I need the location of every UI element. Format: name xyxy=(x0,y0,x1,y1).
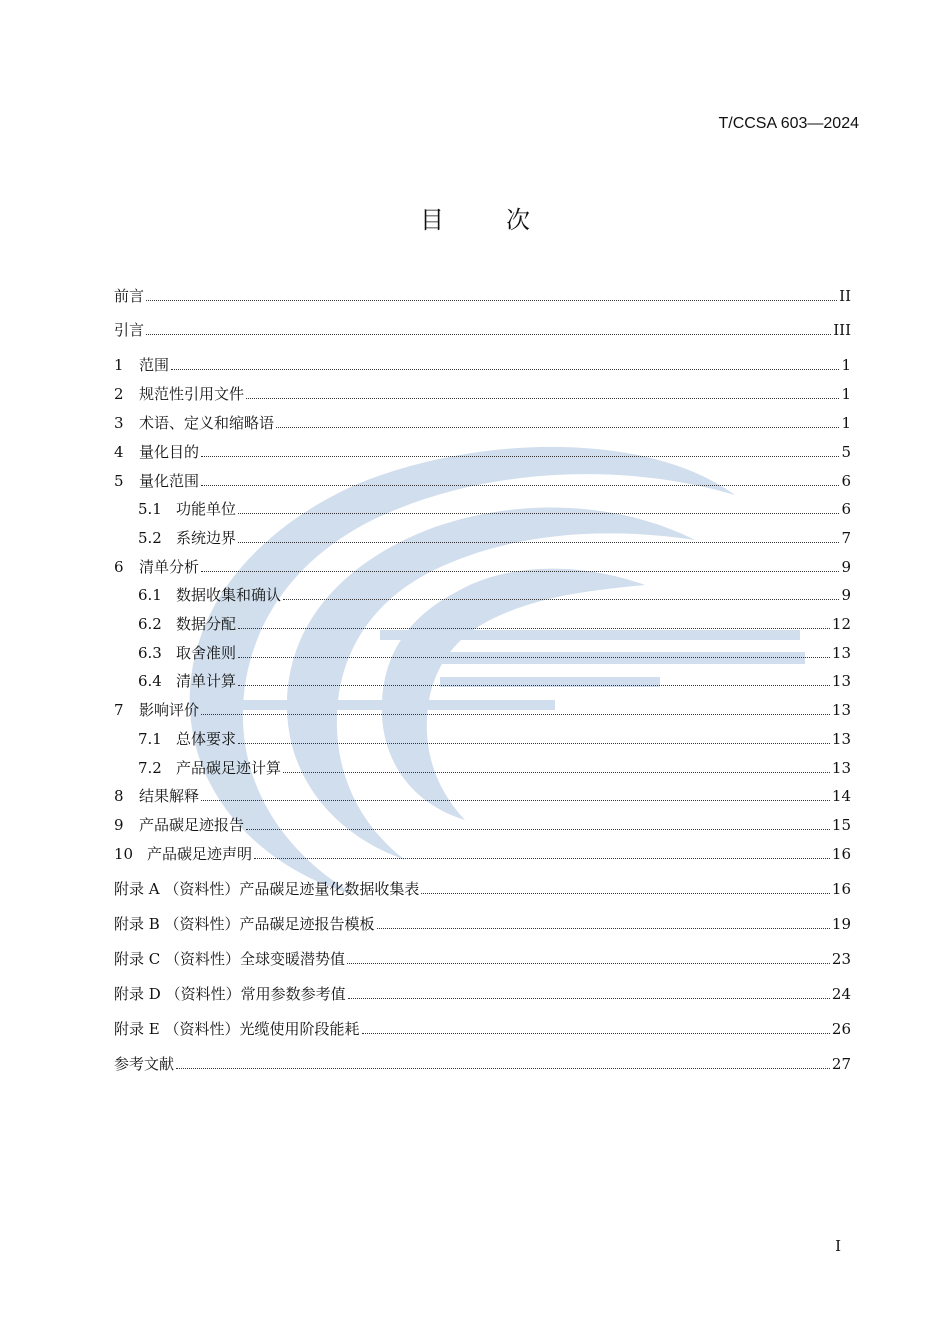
toc-entry[interactable] xyxy=(114,756,851,778)
toc-entry-page: 23 xyxy=(831,950,851,968)
toc-entry[interactable] xyxy=(114,411,851,433)
toc-entry-label: 产品碳足迹计算 xyxy=(176,759,282,777)
toc-entry-label: 清单分析 xyxy=(139,558,200,576)
toc-entry[interactable] xyxy=(114,813,851,835)
toc-entry-number: 2 xyxy=(114,385,124,403)
toc-entry[interactable] xyxy=(114,947,851,969)
toc-entry[interactable] xyxy=(114,612,851,634)
toc-entry[interactable] xyxy=(114,641,851,663)
toc-title-part2: 次 xyxy=(506,206,530,234)
toc-dot-leader xyxy=(377,927,830,929)
toc-entry-page: 5 xyxy=(841,443,851,461)
page-number: I xyxy=(835,1237,841,1255)
toc-dot-leader xyxy=(146,333,831,335)
toc-entry-label: 附录 E （资料性）光缆使用阶段能耗 xyxy=(114,1020,360,1038)
toc-entry-number: 7 xyxy=(114,701,124,719)
toc-entry-page: 12 xyxy=(831,615,851,633)
toc-entry-label: 量化范围 xyxy=(139,472,200,490)
toc-entry[interactable] xyxy=(114,318,851,340)
toc-entry-number: 7.2 xyxy=(138,759,162,777)
toc-dot-leader xyxy=(176,1067,830,1069)
toc-entry-label: 功能单位 xyxy=(176,500,237,518)
toc-entry-page: 13 xyxy=(831,701,851,719)
toc-entry-number: 6.2 xyxy=(138,615,162,633)
toc-entry-number: 5.2 xyxy=(138,529,162,547)
toc-entry-page: 9 xyxy=(841,558,851,576)
toc-entry-page: 26 xyxy=(831,1020,851,1038)
toc-entry[interactable] xyxy=(114,469,851,491)
toc-entry-label: 结果解释 xyxy=(139,787,200,805)
toc-dot-leader xyxy=(201,484,839,486)
toc-entry-label: 前言 xyxy=(114,287,145,305)
toc-entry-number: 9 xyxy=(114,816,124,834)
toc-entry-label: 附录 D （资料性）常用参数参考值 xyxy=(114,985,346,1003)
toc-entry-number: 6 xyxy=(114,558,124,576)
toc-entry-page: 9 xyxy=(841,586,851,604)
toc-entry-label: 附录 C （资料性）全球变暖潜势值 xyxy=(114,950,346,968)
toc-entry-page: 16 xyxy=(831,880,851,898)
toc-entry-page: 6 xyxy=(841,472,851,490)
toc-dot-leader xyxy=(171,368,839,370)
toc-entry-page: 7 xyxy=(841,529,851,547)
toc-entry-label: 范围 xyxy=(139,356,170,374)
toc-dot-leader xyxy=(201,713,830,715)
toc-dot-leader xyxy=(348,997,830,999)
toc-entry-number: 5 xyxy=(114,472,124,490)
toc-entry[interactable] xyxy=(114,982,851,1004)
toc-entry-page: III xyxy=(833,321,851,339)
toc-entry-page: 24 xyxy=(831,985,851,1003)
toc-entry-number: 10 xyxy=(114,845,134,863)
toc-entry-page: 27 xyxy=(831,1055,851,1073)
toc-dot-leader xyxy=(238,512,839,514)
toc-entry-label: 数据分配 xyxy=(176,615,237,633)
toc-entry-number: 6.1 xyxy=(138,586,162,604)
toc-dot-leader xyxy=(146,299,837,301)
toc-entry-label: 量化目的 xyxy=(139,443,200,461)
toc-dot-leader xyxy=(362,1032,830,1034)
toc-entry[interactable] xyxy=(114,497,851,519)
toc-dot-leader xyxy=(254,857,830,859)
toc-entry[interactable] xyxy=(114,842,851,864)
toc-dot-leader xyxy=(238,627,830,629)
toc-entry-label: 总体要求 xyxy=(176,730,237,748)
toc-entry-label: 影响评价 xyxy=(139,701,200,719)
toc-entry-label: 产品碳足迹报告 xyxy=(139,816,245,834)
toc-dot-leader xyxy=(283,598,839,600)
toc-entry-number: 8 xyxy=(114,787,124,805)
standard-code: T/CCSA 603—2024 xyxy=(718,115,859,132)
toc-dot-leader xyxy=(238,656,830,658)
toc-entry[interactable] xyxy=(114,583,851,605)
toc-title xyxy=(0,200,950,235)
toc-entry-label: 数据收集和确认 xyxy=(176,586,282,604)
toc-entry[interactable] xyxy=(114,727,851,749)
toc-dot-leader xyxy=(246,828,830,830)
toc-entry-label: 系统边界 xyxy=(176,529,237,547)
toc-entry-page: 19 xyxy=(831,915,851,933)
toc-entry-page: 15 xyxy=(831,816,851,834)
toc-entry[interactable] xyxy=(114,1052,851,1074)
toc-dot-leader xyxy=(421,892,830,894)
toc-entry-page: 1 xyxy=(841,414,851,432)
toc-entry-number: 4 xyxy=(114,443,124,461)
toc-entry-label: 术语、定义和缩略语 xyxy=(139,414,275,432)
toc-entry-label: 产品碳足迹声明 xyxy=(147,845,253,863)
toc-entry-number: 6.4 xyxy=(138,672,162,690)
toc-entry-page: 14 xyxy=(831,787,851,805)
toc-title-part1: 目 xyxy=(420,206,444,234)
toc-dot-leader xyxy=(238,684,830,686)
toc-entry-page: 1 xyxy=(841,356,851,374)
toc-entry-page: 6 xyxy=(841,500,851,518)
toc-dot-leader xyxy=(238,541,839,543)
toc-entry-label: 附录 A （资料性）产品碳足迹量化数据收集表 xyxy=(114,880,420,898)
toc-entry[interactable] xyxy=(114,353,851,375)
toc-entry[interactable] xyxy=(114,669,851,691)
toc-entry-page: 13 xyxy=(831,730,851,748)
toc-dot-leader xyxy=(201,570,839,572)
toc-entry-label: 附录 B （资料性）产品碳足迹报告模板 xyxy=(114,915,375,933)
toc-dot-leader xyxy=(276,426,839,428)
toc-entry[interactable] xyxy=(114,382,851,404)
toc-dot-leader xyxy=(283,771,830,773)
toc-entry-page: 16 xyxy=(831,845,851,863)
toc-entry[interactable] xyxy=(114,784,851,806)
toc-entry-label: 参考文献 xyxy=(114,1055,175,1073)
toc-entry-number: 5.1 xyxy=(138,500,162,518)
toc-entry-number: 1 xyxy=(114,356,124,374)
toc-entry[interactable] xyxy=(114,877,851,899)
toc-entry-page: 13 xyxy=(831,672,851,690)
toc-entry[interactable] xyxy=(114,1017,851,1039)
toc-dot-leader xyxy=(246,397,839,399)
toc-dot-leader xyxy=(347,962,830,964)
toc-dot-leader xyxy=(238,742,830,744)
toc-entry-number: 6.3 xyxy=(138,644,162,662)
toc-entry-page: II xyxy=(839,287,851,305)
toc-entry[interactable] xyxy=(114,912,851,934)
toc-entry[interactable] xyxy=(114,440,851,462)
toc-entry[interactable] xyxy=(114,698,851,720)
toc-entry-page: 13 xyxy=(831,759,851,777)
toc-entry-page: 1 xyxy=(841,385,851,403)
toc-entry-label: 清单计算 xyxy=(176,672,237,690)
toc-entry-page: 13 xyxy=(831,644,851,662)
toc-entry[interactable] xyxy=(114,284,851,306)
toc-dot-leader xyxy=(201,799,830,801)
toc-entry[interactable] xyxy=(114,555,851,577)
toc-entry-number: 7.1 xyxy=(138,730,162,748)
toc-entry-label: 引言 xyxy=(114,321,145,339)
toc-entry-number: 3 xyxy=(114,414,124,432)
toc-entry[interactable] xyxy=(114,526,851,548)
toc-dot-leader xyxy=(201,455,839,457)
toc-entry-label: 取舍准则 xyxy=(176,644,237,662)
toc-entry-label: 规范性引用文件 xyxy=(139,385,245,403)
